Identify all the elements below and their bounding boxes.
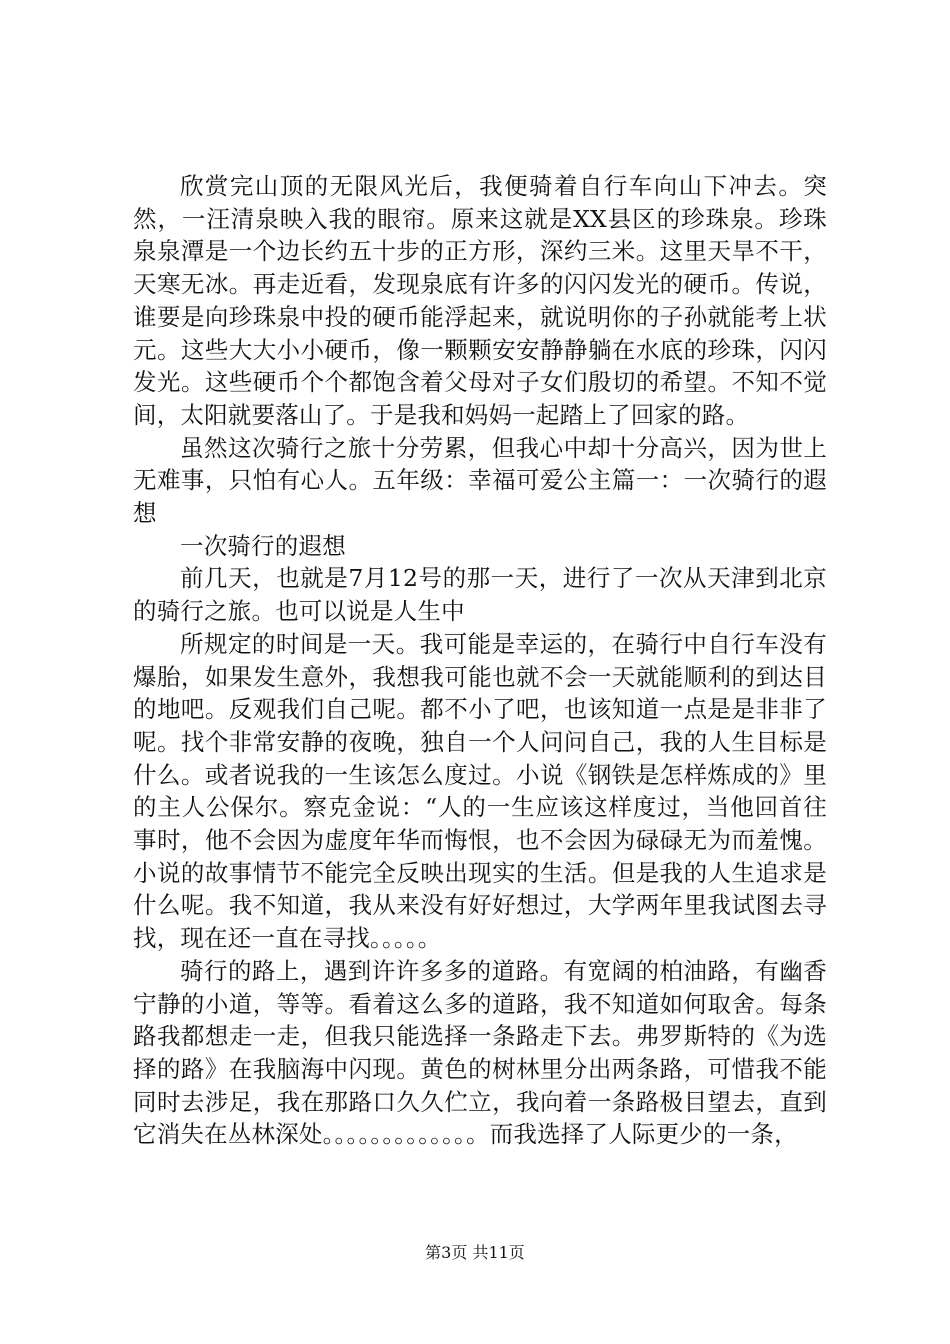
section-heading: 一次骑行的遐想 (180, 531, 346, 560)
paragraph: 欣赏完山顶的无限风光后，我便骑着自行车向山下冲去。突然，一汪清泉映入我的眼帘。原来这就是XX县区的珍珠泉。珍珠泉泉潭是一个边长约五十步的正方形，深约三米。这里天旱不干，天寒无冰。再走近看，发现泉底有许多的闪闪发光的硬币。传说，谁要是向珍珠泉中投的硬币能浮起来，就说明你的子孙就能考上状元。这些大大小小硬币，像一颗颗安安静静躺在水底的珍珠，闪闪发光。这些硬币个个都饱含着父母对子女们殷切的希望。不知不觉间，太阳就要落山了。于是我和妈妈一起踏上了回家的路。 (133, 172, 827, 429)
paragraph: 虽然这次骑行之旅十分劳累，但我心中却十分高兴，因为世上无难事，只怕有心人。五年级：幸福可爱公主篇一：一次骑行的遐想 (133, 433, 827, 528)
paragraph: 前几天，也就是7月12号的那一天，进行了一次从天津到北京的骑行之旅。也可以说是人生中 (133, 564, 827, 626)
body-text (133, 170, 827, 1151)
paragraph: 骑行的路上，遇到许许多多的道路。有宽阔的柏油路，有幽香宁静的小道，等等。看着这么多的道路，我不知道如何取舍。每条路我都想走一走，但我只能选择一条路走下去。弗罗斯特的《为选择的路》在我脑海中闪现。黄色的树林里分出两条路，可惜我不能同时去涉足，我在那路口久久伫立，我向着一条路极目望去，直到它消失在丛林深处。。。。。。。。。。。。。而我选择了人际更少的一条， (133, 956, 827, 1149)
page-footer: 第3页 共11页 (425, 1243, 525, 1262)
paragraph: 所规定的时间是一天。我可能是幸运的，在骑行中自行车没有爆胎，如果发生意外，我想我可能也就不会一天就能顺利的到达目的地吧。反观我们自己呢。都不小了吧，也该知道一点是是非非了呢。找个非常安静的夜晚，独自一个人问问自己，我的人生目标是什么。或者说我的一生该怎么度过。小说《钢铁是怎样炼成的》里的主人公保尔。察克金说：“人的一生应该这样度过，当他回首往事时，他不会因为虚度年华而悔恨，也不会因为碌碌无为而羞愧。小说的故事情节不能完全反映出现实的生活。但是我的人生追求是什么呢。我不知道，我从来没有好好想过，大学两年里我试图去寻找，现在还一直在寻找。。。。。 (133, 629, 827, 953)
